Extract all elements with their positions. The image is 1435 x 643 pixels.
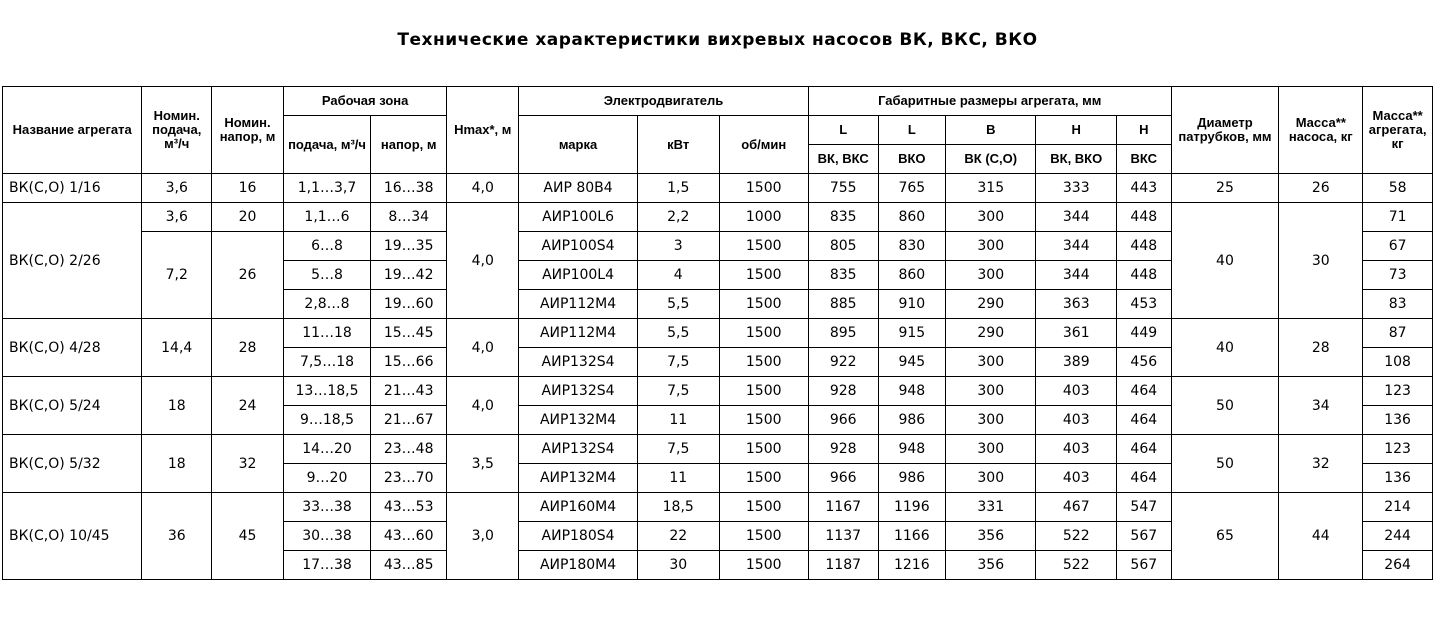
- motor-brand: АИР132М4: [519, 406, 638, 435]
- unit-mass: 67: [1363, 232, 1433, 261]
- nom-flow: 18: [142, 377, 212, 435]
- dim-b: 300: [946, 406, 1036, 435]
- dim-h1: 344: [1036, 232, 1117, 261]
- dim-h2: 453: [1117, 290, 1172, 319]
- wz-flow: 7,5…18: [283, 348, 370, 377]
- motor-rpm: 1500: [719, 232, 808, 261]
- motor-brand: АИР132S4: [519, 377, 638, 406]
- motor-rpm: 1000: [719, 203, 808, 232]
- nom-head: 24: [212, 377, 284, 435]
- unit-name: ВК(С,О) 4/28: [3, 319, 142, 377]
- motor-rpm: 1500: [719, 522, 808, 551]
- dim-b: 290: [946, 290, 1036, 319]
- header-dim-b-sub: ВК (С,О): [946, 145, 1036, 174]
- header-nom-head: Номин. напор, м: [212, 87, 284, 174]
- dim-h1: 403: [1036, 435, 1117, 464]
- motor-rpm: 1500: [719, 406, 808, 435]
- motor-brand: АИР100L4: [519, 261, 638, 290]
- dim-l2: 1216: [878, 551, 946, 580]
- wz-head: 15…45: [371, 319, 447, 348]
- motor-kw: 30: [637, 551, 719, 580]
- dim-l1: 928: [808, 377, 878, 406]
- table-row: [3, 493, 1433, 522]
- wz-head: 16…38: [371, 174, 447, 203]
- header-dim-l1: L: [808, 116, 878, 145]
- wz-head: 21…43: [371, 377, 447, 406]
- dim-l1: 928: [808, 435, 878, 464]
- diameter: 40: [1171, 319, 1279, 377]
- motor-brand: АИР 80В4: [519, 174, 638, 203]
- dim-h2: 464: [1117, 464, 1172, 493]
- dim-h2: 547: [1117, 493, 1172, 522]
- pump-mass: 34: [1279, 377, 1363, 435]
- spec-table: [2, 86, 1433, 580]
- wz-head: 23…48: [371, 435, 447, 464]
- dim-l1: 835: [808, 261, 878, 290]
- motor-kw: 5,5: [637, 290, 719, 319]
- dim-h1: 403: [1036, 464, 1117, 493]
- hmax: 3,5: [447, 435, 519, 493]
- wz-head: 21…67: [371, 406, 447, 435]
- dim-b: 315: [946, 174, 1036, 203]
- dim-h1: 389: [1036, 348, 1117, 377]
- dim-l1: 922: [808, 348, 878, 377]
- dim-h2: 567: [1117, 522, 1172, 551]
- dim-l2: 765: [878, 174, 946, 203]
- nom-head: 20: [212, 203, 284, 232]
- header-dim-h2-sub: ВКС: [1117, 145, 1172, 174]
- header-dim-h1: H: [1036, 116, 1117, 145]
- unit-mass: 58: [1363, 174, 1433, 203]
- unit-mass: 71: [1363, 203, 1433, 232]
- diameter: 65: [1171, 493, 1279, 580]
- motor-brand: АИР112М4: [519, 290, 638, 319]
- unit-mass: 244: [1363, 522, 1433, 551]
- wz-flow: 11…18: [283, 319, 370, 348]
- motor-kw: 5,5: [637, 319, 719, 348]
- motor-rpm: 1500: [719, 319, 808, 348]
- motor-brand: АИР180S4: [519, 522, 638, 551]
- dim-h1: 344: [1036, 203, 1117, 232]
- unit-mass: 123: [1363, 377, 1433, 406]
- unit-mass: 83: [1363, 290, 1433, 319]
- dim-l1: 1137: [808, 522, 878, 551]
- header-dim-l1-sub: ВК, ВКС: [808, 145, 878, 174]
- wz-flow: 33…38: [283, 493, 370, 522]
- motor-brand: АИР160М4: [519, 493, 638, 522]
- dim-l1: 1167: [808, 493, 878, 522]
- unit-mass: 136: [1363, 464, 1433, 493]
- table-row: [3, 377, 1433, 406]
- hmax: 4,0: [447, 377, 519, 435]
- header-name: Название агрегата: [3, 87, 142, 174]
- dim-b: 300: [946, 203, 1036, 232]
- wz-flow: 17…38: [283, 551, 370, 580]
- dim-h1: 522: [1036, 522, 1117, 551]
- dim-l1: 755: [808, 174, 878, 203]
- unit-name: ВК(С,О) 5/32: [3, 435, 142, 493]
- pump-mass: 32: [1279, 435, 1363, 493]
- nom-head: 16: [212, 174, 284, 203]
- dim-l2: 1196: [878, 493, 946, 522]
- dim-b: 300: [946, 261, 1036, 290]
- pump-mass: 28: [1279, 319, 1363, 377]
- dim-h2: 448: [1117, 203, 1172, 232]
- motor-kw: 11: [637, 464, 719, 493]
- dim-l1: 805: [808, 232, 878, 261]
- page-title: Технические характеристики вихревых насосов ВК, ВКС, ВКО: [397, 30, 1038, 50]
- dim-h2: 448: [1117, 232, 1172, 261]
- header-motor-kw: кВт: [637, 116, 719, 174]
- motor-rpm: 1500: [719, 551, 808, 580]
- dim-b: 300: [946, 435, 1036, 464]
- motor-rpm: 1500: [719, 435, 808, 464]
- dim-h2: 567: [1117, 551, 1172, 580]
- hmax: 4,0: [447, 174, 519, 203]
- header-wz-head: напор, м: [371, 116, 447, 174]
- header-dim-h2: H: [1117, 116, 1172, 145]
- wz-flow: 30…38: [283, 522, 370, 551]
- motor-kw: 18,5: [637, 493, 719, 522]
- unit-mass: 73: [1363, 261, 1433, 290]
- dim-h1: 363: [1036, 290, 1117, 319]
- table-row: [3, 435, 1433, 464]
- motor-rpm: 1500: [719, 464, 808, 493]
- header-dim-b: B: [946, 116, 1036, 145]
- header-dim-h1-sub: ВК, ВКО: [1036, 145, 1117, 174]
- dim-h2: 449: [1117, 319, 1172, 348]
- header-dim-l2: L: [878, 116, 946, 145]
- unit-mass: 87: [1363, 319, 1433, 348]
- dim-l1: 835: [808, 203, 878, 232]
- dim-b: 300: [946, 377, 1036, 406]
- dim-h1: 467: [1036, 493, 1117, 522]
- dim-h2: 464: [1117, 406, 1172, 435]
- motor-brand: АИР112М4: [519, 319, 638, 348]
- motor-brand: АИР132М4: [519, 464, 638, 493]
- wz-flow: 1,1…3,7: [283, 174, 370, 203]
- unit-mass: 108: [1363, 348, 1433, 377]
- dim-b: 290: [946, 319, 1036, 348]
- nom-flow: 14,4: [142, 319, 212, 377]
- motor-kw: 4: [637, 261, 719, 290]
- wz-head: 43…85: [371, 551, 447, 580]
- dim-l2: 945: [878, 348, 946, 377]
- motor-rpm: 1500: [719, 348, 808, 377]
- dim-h1: 333: [1036, 174, 1117, 203]
- motor-brand: АИР132S4: [519, 348, 638, 377]
- motor-rpm: 1500: [719, 377, 808, 406]
- dim-l2: 915: [878, 319, 946, 348]
- dim-l2: 948: [878, 435, 946, 464]
- dim-h2: 464: [1117, 435, 1172, 464]
- motor-rpm: 1500: [719, 493, 808, 522]
- hmax: 4,0: [447, 203, 519, 319]
- header-dimensions: Габаритные размеры агрегата, мм: [808, 87, 1171, 116]
- unit-mass: 123: [1363, 435, 1433, 464]
- wz-head: 23…70: [371, 464, 447, 493]
- diameter: 25: [1171, 174, 1279, 203]
- dim-b: 356: [946, 522, 1036, 551]
- pump-mass: 44: [1279, 493, 1363, 580]
- wz-head: 19…42: [371, 261, 447, 290]
- dim-h1: 403: [1036, 377, 1117, 406]
- dim-h1: 344: [1036, 261, 1117, 290]
- wz-flow: 1,1…6: [283, 203, 370, 232]
- unit-mass: 136: [1363, 406, 1433, 435]
- motor-kw: 7,5: [637, 377, 719, 406]
- diameter: 50: [1171, 435, 1279, 493]
- motor-rpm: 1500: [719, 174, 808, 203]
- wz-flow: 5…8: [283, 261, 370, 290]
- dim-l2: 986: [878, 464, 946, 493]
- wz-head: 15…66: [371, 348, 447, 377]
- wz-head: 19…60: [371, 290, 447, 319]
- unit-mass: 214: [1363, 493, 1433, 522]
- nom-flow: 36: [142, 493, 212, 580]
- dim-l2: 1166: [878, 522, 946, 551]
- dim-l2: 860: [878, 261, 946, 290]
- unit-name: ВК(С,О) 5/24: [3, 377, 142, 435]
- motor-kw: 22: [637, 522, 719, 551]
- header-work-zone: Рабочая зона: [283, 87, 446, 116]
- dim-l1: 966: [808, 406, 878, 435]
- dim-h2: 448: [1117, 261, 1172, 290]
- dim-h1: 403: [1036, 406, 1117, 435]
- motor-kw: 7,5: [637, 348, 719, 377]
- header-dim-l2-sub: ВКО: [878, 145, 946, 174]
- header-pump-mass: Масса** насоса, кг: [1279, 87, 1363, 174]
- header-motor-rpm: об/мин: [719, 116, 808, 174]
- dim-l1: 885: [808, 290, 878, 319]
- header-motor-brand: марка: [519, 116, 638, 174]
- motor-rpm: 1500: [719, 290, 808, 319]
- wz-head: 19…35: [371, 232, 447, 261]
- nom-head: 26: [212, 232, 284, 319]
- dim-l1: 895: [808, 319, 878, 348]
- dim-b: 300: [946, 464, 1036, 493]
- nom-flow: 3,6: [142, 203, 212, 232]
- hmax: 3,0: [447, 493, 519, 580]
- dim-h2: 443: [1117, 174, 1172, 203]
- dim-l2: 948: [878, 377, 946, 406]
- wz-flow: 6…8: [283, 232, 370, 261]
- dim-l1: 966: [808, 464, 878, 493]
- dim-h1: 522: [1036, 551, 1117, 580]
- header-motor: Электродвигатель: [519, 87, 809, 116]
- hmax: 4,0: [447, 319, 519, 377]
- nom-head: 32: [212, 435, 284, 493]
- dim-l2: 986: [878, 406, 946, 435]
- header-unit-mass: Масса** агрегата, кг: [1363, 87, 1433, 174]
- motor-kw: 2,2: [637, 203, 719, 232]
- dim-b: 300: [946, 348, 1036, 377]
- dim-l2: 830: [878, 232, 946, 261]
- wz-flow: 9…20: [283, 464, 370, 493]
- motor-brand: АИР100L6: [519, 203, 638, 232]
- dim-h2: 456: [1117, 348, 1172, 377]
- dim-b: 356: [946, 551, 1036, 580]
- unit-name: ВК(С,О) 1/16: [3, 174, 142, 203]
- nom-flow: 3,6: [142, 174, 212, 203]
- unit-name: ВК(С,О) 2/26: [3, 203, 142, 319]
- header-hmax: Hmax*, м: [447, 87, 519, 174]
- unit-name: ВК(С,О) 10/45: [3, 493, 142, 580]
- motor-brand: АИР132S4: [519, 435, 638, 464]
- motor-kw: 11: [637, 406, 719, 435]
- header-diameter: Диаметр патрубков, мм: [1171, 87, 1279, 174]
- dim-b: 300: [946, 232, 1036, 261]
- dim-l1: 1187: [808, 551, 878, 580]
- nom-head: 45: [212, 493, 284, 580]
- wz-flow: 2,8…8: [283, 290, 370, 319]
- wz-flow: 9…18,5: [283, 406, 370, 435]
- table-row: [3, 319, 1433, 348]
- motor-brand: АИР180М4: [519, 551, 638, 580]
- table-row: [3, 203, 1433, 232]
- table-row: [3, 174, 1433, 203]
- header-wz-flow: подача, м³/ч: [283, 116, 370, 174]
- motor-kw: 3: [637, 232, 719, 261]
- nom-flow: 18: [142, 435, 212, 493]
- unit-mass: 264: [1363, 551, 1433, 580]
- dim-h1: 361: [1036, 319, 1117, 348]
- dim-l2: 860: [878, 203, 946, 232]
- dim-b: 331: [946, 493, 1036, 522]
- nom-head: 28: [212, 319, 284, 377]
- motor-brand: АИР100S4: [519, 232, 638, 261]
- motor-kw: 1,5: [637, 174, 719, 203]
- motor-kw: 7,5: [637, 435, 719, 464]
- nom-flow: 7,2: [142, 232, 212, 319]
- dim-h2: 464: [1117, 377, 1172, 406]
- wz-flow: 14…20: [283, 435, 370, 464]
- motor-rpm: 1500: [719, 261, 808, 290]
- pump-mass: 26: [1279, 174, 1363, 203]
- diameter: 40: [1171, 203, 1279, 319]
- wz-head: 43…53: [371, 493, 447, 522]
- dim-l2: 910: [878, 290, 946, 319]
- wz-flow: 13…18,5: [283, 377, 370, 406]
- wz-head: 43…60: [371, 522, 447, 551]
- header-nom-flow: Номин. подача, м³/ч: [142, 87, 212, 174]
- diameter: 50: [1171, 377, 1279, 435]
- pump-mass: 30: [1279, 203, 1363, 319]
- wz-head: 8…34: [371, 203, 447, 232]
